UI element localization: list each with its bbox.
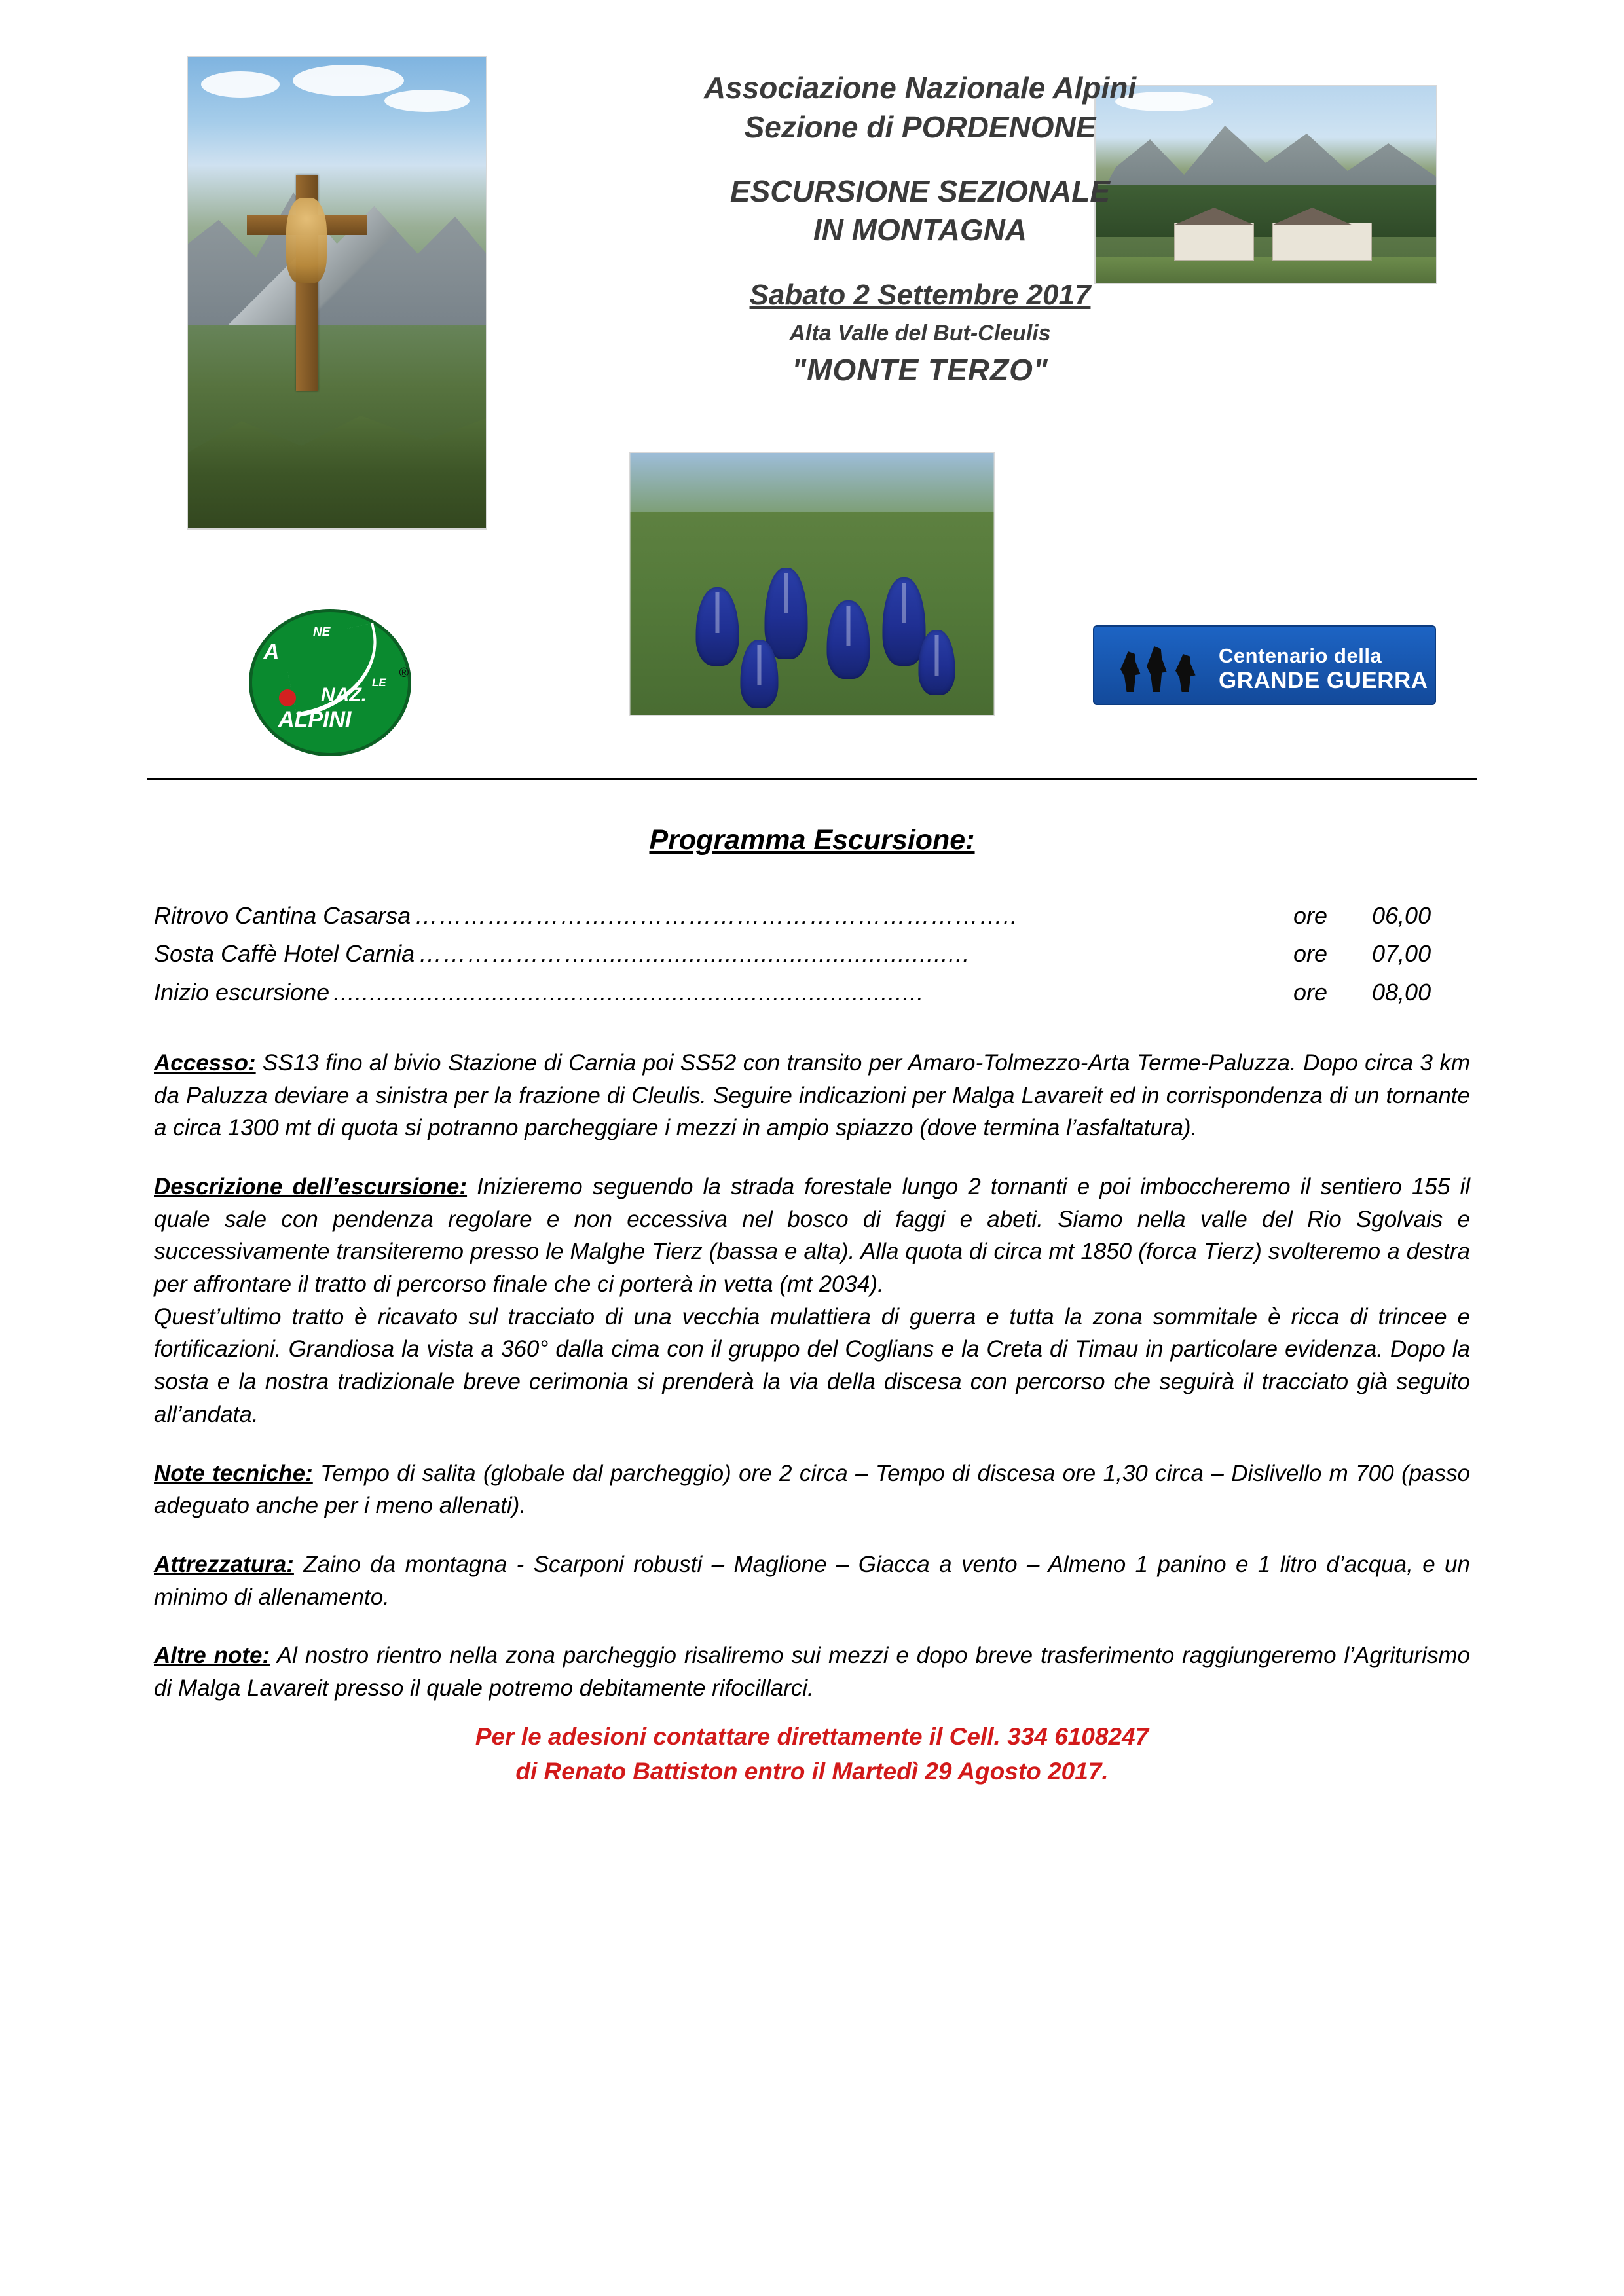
schedule-ore-label: ore bbox=[1293, 978, 1328, 1006]
event-line-2: IN MONTAGNA bbox=[813, 213, 1027, 247]
schedule-time: 07,00 bbox=[1372, 940, 1431, 968]
centenario-line-1: Centenario della bbox=[1219, 644, 1382, 667]
ana-logo-text-alpini: ALPINI bbox=[278, 707, 352, 732]
event-line-1: ESCURSIONE SEZIONALE bbox=[729, 173, 1111, 208]
registered-mark: ® bbox=[399, 666, 409, 680]
accesso-text: SS13 fino al bivio Stazione di Carnia poi SS52 con transito per Amaro-Tolmezzo-Arta Terme-Paluzza. Dopo circa 3 km da Paluzza deviare a sinistra per la frazione di Cleulis. Seguire indicazioni per Malga Lavareit ed in corrispondenza di un tornante a circa 1300 mt di quota si potranno parcheggiare i mezzi in ampio spiazzo (dove termina l’asfaltatura). bbox=[154, 1049, 1470, 1141]
header-section bbox=[147, 0, 1477, 773]
note-tecniche-text: Tempo di salita (globale dal parcheggio) ore 2 circa – Tempo di discesa ore 1,30 circa – Dislivello m 700 (passo adeguato anche per i meno allenati). bbox=[154, 1460, 1470, 1519]
document-content bbox=[147, 820, 1477, 1789]
section-altre-note bbox=[154, 1639, 1470, 1704]
soldiers-icon bbox=[1114, 638, 1206, 692]
sky-strip-shape bbox=[631, 453, 994, 512]
foreground-rocks-shape bbox=[188, 391, 486, 528]
ana-logo-text-ne: NE bbox=[313, 625, 331, 639]
ana-logo-inner bbox=[242, 606, 413, 756]
cloud-shape bbox=[384, 90, 470, 112]
soldier-silhouette bbox=[1119, 651, 1141, 692]
descrizione-label: Descrizione dell’escursione: bbox=[154, 1174, 468, 1200]
contact-block bbox=[154, 1719, 1470, 1789]
schedule-dots: .................................................................................. bbox=[333, 978, 925, 1006]
ana-logo-text-a: A bbox=[263, 640, 281, 665]
schedule-list bbox=[154, 897, 1470, 1011]
schedule-ore-label: ore bbox=[1293, 940, 1328, 968]
section-descrizione-cont: Quest’ultimo tratto è ricavato sul tracciato di una vecchia mulattiera di guerra e tutta la zona sommitale è ricca di trincee e fortificazioni. Grandiosa la vista a 360° dalla cima con il gruppo del Coglians e la Creta di Timau in particolare evidenza. Dopo la sosta e la nostra tradizionale breve cerimonia si prenderà la via della discesa con percorso che seguirà il tracciato già seguito all’andata. bbox=[154, 1303, 1470, 1427]
section-note-tecniche bbox=[154, 1457, 1470, 1522]
schedule-ore-label: ore bbox=[1293, 902, 1328, 930]
schedule-row bbox=[154, 974, 1470, 1011]
altre-note-label: Altre note: bbox=[154, 1643, 270, 1669]
section-accesso bbox=[154, 1047, 1470, 1144]
centenario-line-2: GRANDE GUERRA bbox=[1219, 668, 1428, 693]
accesso-label: Accesso: bbox=[154, 1049, 256, 1076]
schedule-dots: …………………..................................................... bbox=[418, 940, 970, 968]
cloud-shape bbox=[293, 65, 404, 96]
gentian-flower-shape bbox=[919, 630, 955, 695]
header-divider bbox=[147, 778, 1477, 780]
schedule-label: Sosta Caffè Hotel Carnia bbox=[154, 940, 415, 968]
schedule-dots: …………………….………………………………………….. bbox=[415, 902, 1018, 930]
logo-dot-shape bbox=[279, 689, 296, 706]
soldier-silhouette bbox=[1145, 646, 1168, 692]
ana-logo bbox=[242, 606, 413, 756]
contact-line-2: di Renato Battiston entro il Martedì 29 Agosto 2017. bbox=[515, 1758, 1109, 1785]
contact-line-1: Per le adesioni contattare direttamente il Cell. 334 6108247 bbox=[475, 1722, 1149, 1750]
event-location: Alta Valle del But-Cleulis bbox=[789, 321, 1051, 346]
centenario-badge bbox=[1093, 625, 1436, 705]
organization-line-1: Associazione Nazionale Alpini bbox=[703, 71, 1137, 105]
photo-summit-cross bbox=[187, 56, 487, 530]
schedule-label: Ritrovo Cantina Casarsa bbox=[154, 902, 411, 930]
gentian-flower-shape bbox=[765, 568, 808, 659]
altre-note-text: Al nostro rientro nella zona parcheggio risaliremo sui mezzi e dopo breve trasferimento raggiungeremo l’Agriturismo di Malga Lavareit presso il quale potremo debitamente rifocillarci. bbox=[154, 1643, 1471, 1701]
attrezzatura-label: Attrezzatura: bbox=[154, 1551, 294, 1577]
house-shape bbox=[1272, 223, 1372, 261]
photo-gentian-flowers bbox=[629, 452, 995, 716]
cross-figure-shape bbox=[286, 198, 327, 283]
schedule-time: 06,00 bbox=[1372, 902, 1431, 930]
ana-logo-text-naz: NAZ. bbox=[321, 684, 367, 706]
gentian-flower-shape bbox=[741, 640, 779, 708]
ana-logo-text-le: LE bbox=[372, 676, 386, 689]
program-title: Programma Escursione: bbox=[649, 824, 975, 856]
section-descrizione bbox=[154, 1171, 1470, 1301]
gentian-flower-shape bbox=[696, 587, 739, 666]
note-tecniche-label: Note tecniche: bbox=[154, 1460, 313, 1486]
schedule-row bbox=[154, 935, 1470, 973]
mountain-ridge-shape bbox=[187, 155, 487, 325]
event-peak-name: "MONTE TERZO" bbox=[792, 352, 1048, 387]
header-title-block bbox=[566, 69, 1274, 390]
cloud-shape bbox=[201, 71, 280, 98]
centenario-text bbox=[1219, 644, 1428, 693]
organization-line-2: Sezione di PORDENONE bbox=[744, 109, 1096, 144]
descrizione-text: Inizieremo seguendo la strada forestale lungo 2 tornanti e poi imboccheremo il sentiero 155 il quale sale con pendenza regolare e non eccessiva nel bosco di faggi e abeti. Siamo nella valle del Rio Sgolvais e successivamente transiteremo presso le Malghe Tierz (bassa e alta). Alla quota di circa mt 1850 (forca Tierz) svolteremo a destra per affrontare il tratto di percorso finale che ci porterà in vetta (mt 2034). bbox=[154, 1174, 1471, 1298]
schedule-row bbox=[154, 897, 1470, 935]
attrezzatura-text: Zaino da montagna - Scarponi robusti – Maglione – Giacca a vento – Almeno 1 panino e 1 litro d’acqua, e un minimo di allenamento. bbox=[154, 1551, 1470, 1610]
schedule-label: Inizio escursione bbox=[154, 978, 330, 1006]
schedule-time: 08,00 bbox=[1372, 978, 1431, 1006]
event-date: Sabato 2 Settembre 2017 bbox=[749, 279, 1091, 312]
section-attrezzatura bbox=[154, 1548, 1470, 1613]
gentian-flower-shape bbox=[883, 577, 926, 666]
gentian-flower-shape bbox=[827, 600, 870, 679]
soldier-silhouette bbox=[1174, 654, 1196, 692]
